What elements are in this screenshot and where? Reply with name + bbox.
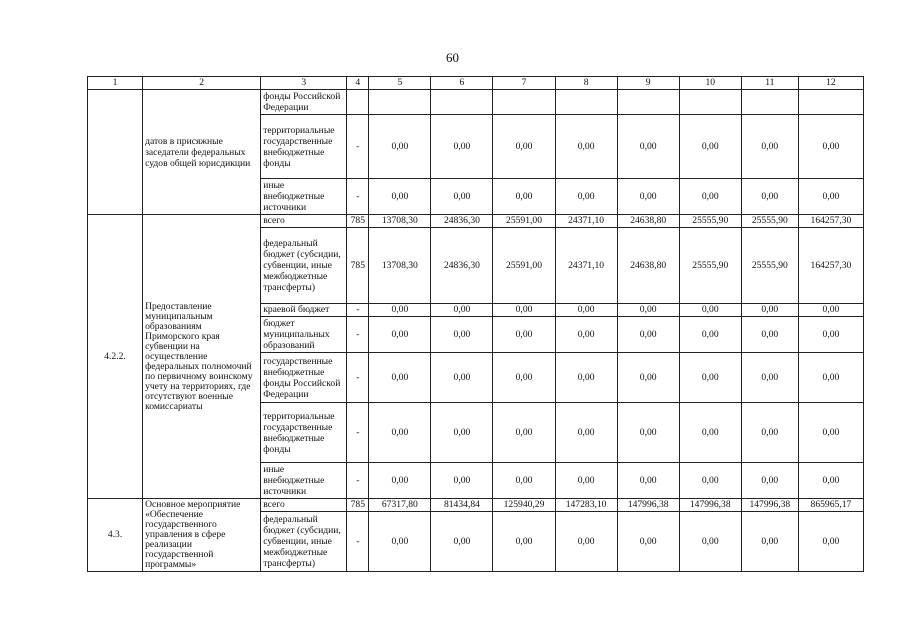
funding-source-cell: федеральный бюджет (субсидии, субвенции, иные межбюджетные трансферты) xyxy=(261,228,347,304)
value-cell xyxy=(798,90,863,115)
budget-table xyxy=(87,76,864,572)
value-cell: 0,00 xyxy=(741,304,798,317)
value-cell: 0,00 xyxy=(741,317,798,353)
header-cell: 11 xyxy=(741,77,798,90)
value-cell: 0,00 xyxy=(493,403,555,463)
value-cell: 0,00 xyxy=(493,353,555,403)
value-cell: 0,00 xyxy=(679,317,741,353)
value-cell xyxy=(493,90,555,115)
value-cell: 0,00 xyxy=(798,179,863,215)
value-cell: 0,00 xyxy=(555,115,617,179)
value-cell: 0,00 xyxy=(555,353,617,403)
code-column-cell: 785 xyxy=(347,499,369,512)
value-cell: 865965,17 xyxy=(798,499,863,512)
value-cell: 0,00 xyxy=(679,353,741,403)
value-cell: 0,00 xyxy=(555,463,617,499)
value-cell: 81434,84 xyxy=(431,499,493,512)
value-cell: 164257,30 xyxy=(798,228,863,304)
value-cell: 0,00 xyxy=(431,179,493,215)
value-cell xyxy=(369,90,431,115)
item-description: Предоставление муниципальным образованиям Приморского края субвенции на осуществление федеральных полномочий по первичному воинскому учету на территориях, где отсутствуют военные комиссариаты xyxy=(145,300,253,412)
funding-source-cell: бюджет муниципальных образований xyxy=(261,317,347,353)
code-column-cell: - xyxy=(347,512,369,572)
value-cell: 0,00 xyxy=(679,115,741,179)
table-row xyxy=(88,90,864,115)
header-cell: 4 xyxy=(347,77,369,90)
value-cell: 0,00 xyxy=(369,512,431,572)
value-cell: 24836,30 xyxy=(431,228,493,304)
value-cell: 0,00 xyxy=(555,179,617,215)
value-cell: 0,00 xyxy=(369,304,431,317)
value-cell: 164257,30 xyxy=(798,215,863,228)
header-cell: 9 xyxy=(617,77,679,90)
value-cell: 0,00 xyxy=(741,353,798,403)
code-column-cell: - xyxy=(347,463,369,499)
value-cell: 24638,80 xyxy=(617,215,679,228)
value-cell: 0,00 xyxy=(431,317,493,353)
funding-source-cell: фонды Российской Федерации xyxy=(261,90,347,115)
funding-source-cell: иные внебюджетные источники xyxy=(261,463,347,499)
funding-source-cell: государственные внебюджетные фонды Российской Федерации xyxy=(261,353,347,403)
funding-source-cell: территориальные государственные внебюджетные фонды xyxy=(261,403,347,463)
funding-source-cell: всего xyxy=(261,499,347,512)
value-cell: 147996,38 xyxy=(617,499,679,512)
header-cell: 6 xyxy=(431,77,493,90)
value-cell: 0,00 xyxy=(431,353,493,403)
value-cell: 24371,10 xyxy=(555,228,617,304)
value-cell: 25555,90 xyxy=(741,228,798,304)
value-cell: 25555,90 xyxy=(741,215,798,228)
code-column-cell: - xyxy=(347,115,369,179)
value-cell: 24836,30 xyxy=(431,215,493,228)
value-cell: 0,00 xyxy=(555,512,617,572)
value-cell: 24638,80 xyxy=(617,228,679,304)
table-row xyxy=(88,499,864,512)
value-cell: 0,00 xyxy=(493,463,555,499)
value-cell: 0,00 xyxy=(369,353,431,403)
item-description-cell xyxy=(143,499,261,572)
header-cell: 12 xyxy=(798,77,863,90)
header-row xyxy=(88,77,864,90)
value-cell: 0,00 xyxy=(741,403,798,463)
code-column-cell: - xyxy=(347,403,369,463)
value-cell: 0,00 xyxy=(369,463,431,499)
value-cell: 0,00 xyxy=(555,304,617,317)
item-description-cell xyxy=(143,90,261,215)
funding-source-cell: краевой бюджет xyxy=(261,304,347,317)
value-cell xyxy=(741,90,798,115)
value-cell: 0,00 xyxy=(798,115,863,179)
value-cell: 147283,10 xyxy=(555,499,617,512)
value-cell: 0,00 xyxy=(798,304,863,317)
header-cell: 5 xyxy=(369,77,431,90)
value-cell: 0,00 xyxy=(617,179,679,215)
funding-source-cell: всего xyxy=(261,215,347,228)
value-cell: 0,00 xyxy=(431,115,493,179)
value-cell: 0,00 xyxy=(431,512,493,572)
page-number: 60 xyxy=(446,50,459,65)
value-cell: 25555,90 xyxy=(679,228,741,304)
table-row xyxy=(88,215,864,228)
value-cell: 125940,29 xyxy=(493,499,555,512)
value-cell: 0,00 xyxy=(617,317,679,353)
value-cell: 0,00 xyxy=(431,304,493,317)
item-description: Основное мероприятие «Обеспечение государственного управления в сфере реализации государственной программы» xyxy=(145,499,241,570)
value-cell: 0,00 xyxy=(493,317,555,353)
value-cell: 0,00 xyxy=(798,463,863,499)
value-cell: 0,00 xyxy=(493,179,555,215)
value-cell: 0,00 xyxy=(741,463,798,499)
value-cell: 0,00 xyxy=(555,403,617,463)
value-cell: 0,00 xyxy=(493,115,555,179)
funding-source-cell: территориальные государственные внебюджетные фонды xyxy=(261,115,347,179)
value-cell: 0,00 xyxy=(617,512,679,572)
value-cell: 0,00 xyxy=(369,179,431,215)
item-code-cell: 4.3. xyxy=(88,499,143,572)
value-cell: 0,00 xyxy=(617,403,679,463)
value-cell: 0,00 xyxy=(369,317,431,353)
value-cell xyxy=(431,90,493,115)
value-cell: 0,00 xyxy=(555,317,617,353)
header-cell: 2 xyxy=(143,77,261,90)
value-cell: 0,00 xyxy=(617,353,679,403)
code-column-cell: - xyxy=(347,304,369,317)
value-cell xyxy=(617,90,679,115)
value-cell: 0,00 xyxy=(493,304,555,317)
value-cell: 0,00 xyxy=(798,512,863,572)
value-cell: 67317,80 xyxy=(369,499,431,512)
code-column-cell: - xyxy=(347,353,369,403)
value-cell xyxy=(679,90,741,115)
value-cell: 0,00 xyxy=(741,115,798,179)
value-cell: 0,00 xyxy=(741,179,798,215)
value-cell: 24371,10 xyxy=(555,215,617,228)
value-cell: 0,00 xyxy=(431,463,493,499)
value-cell: 0,00 xyxy=(679,512,741,572)
header-cell: 3 xyxy=(261,77,347,90)
funding-source-cell: федеральный бюджет (субсидии, субвенции, иные межбюджетные трансферты) xyxy=(261,512,347,572)
item-description-cell xyxy=(143,215,261,499)
value-cell: 0,00 xyxy=(798,353,863,403)
value-cell: 0,00 xyxy=(369,403,431,463)
header-cell: 8 xyxy=(555,77,617,90)
value-cell: 0,00 xyxy=(798,317,863,353)
code-column-cell: 785 xyxy=(347,228,369,304)
value-cell: 0,00 xyxy=(369,115,431,179)
value-cell: 147996,38 xyxy=(679,499,741,512)
code-column-cell: - xyxy=(347,179,369,215)
value-cell: 13708,30 xyxy=(369,228,431,304)
item-code-cell xyxy=(88,90,143,215)
header-cell: 10 xyxy=(679,77,741,90)
value-cell: 25555,90 xyxy=(679,215,741,228)
code-column-cell xyxy=(347,90,369,115)
value-cell: 0,00 xyxy=(493,512,555,572)
value-cell: 0,00 xyxy=(431,403,493,463)
value-cell: 25591,00 xyxy=(493,215,555,228)
value-cell: 0,00 xyxy=(798,403,863,463)
header-cell: 7 xyxy=(493,77,555,90)
value-cell: 13708,30 xyxy=(369,215,431,228)
value-cell: 0,00 xyxy=(617,304,679,317)
value-cell: 0,00 xyxy=(617,115,679,179)
code-column-cell: - xyxy=(347,317,369,353)
value-cell xyxy=(555,90,617,115)
code-column-cell: 785 xyxy=(347,215,369,228)
funding-source-cell: иные внебюджетные источники xyxy=(261,179,347,215)
value-cell: 147996,38 xyxy=(741,499,798,512)
header-cell: 1 xyxy=(88,77,143,90)
value-cell: 0,00 xyxy=(617,463,679,499)
value-cell: 0,00 xyxy=(679,179,741,215)
value-cell: 0,00 xyxy=(679,463,741,499)
item-description: датов в присяжные заседатели федеральных судов общей юрисдикции xyxy=(145,135,251,169)
value-cell: 0,00 xyxy=(741,512,798,572)
value-cell: 0,00 xyxy=(679,403,741,463)
value-cell: 0,00 xyxy=(679,304,741,317)
item-code-cell: 4.2.2. xyxy=(88,215,143,499)
value-cell: 25591,00 xyxy=(493,228,555,304)
